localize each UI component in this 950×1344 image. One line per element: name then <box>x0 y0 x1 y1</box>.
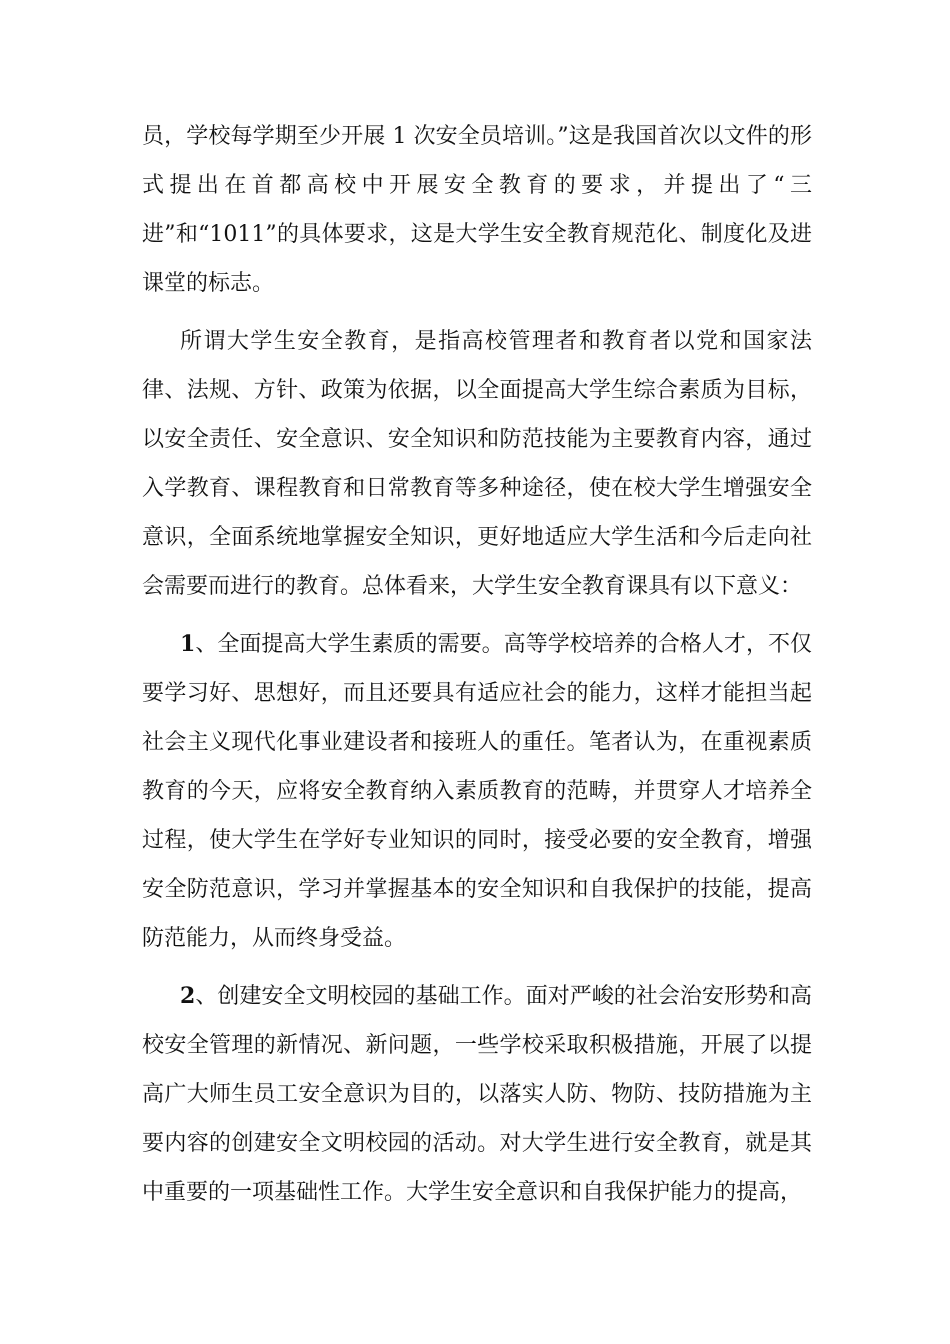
paragraph-point-2 <box>142 972 812 1217</box>
point-text: 、全面提高大学生素质的需要。高等学校培养的合格人才，不仅要学习好、思想好，而且还要具有适应社会的能力，这样才能担当起社会主义现代化事业建设者和接班人的重任。笔者认为，在重视素质教育的今天，应将安全教育纳入素质教育的范畴，并贯穿人才培养全过程，使大学生在学好专业知识的同时，接受必要的安全教育，增强安全防范意识，学习并掌握基本的安全知识和自我保护的技能，提高防范能力，从而终身受益。 <box>142 632 812 951</box>
point-number: 1 <box>180 631 196 657</box>
paragraph-continuation: 员，学校每学期至少开展 1 次安全员培训。”这是我国首次以文件的形式提出在首都高校中开展安全教育的要求，并提出了“三进”和“1011”的具体要求，这是大学生安全教育规范化、制度化及进课堂的标志。 <box>142 124 812 296</box>
document-body <box>142 112 812 1226</box>
paragraph-point-1 <box>142 620 812 963</box>
point-number: 2 <box>180 983 196 1009</box>
paragraph-definition: 所谓大学生安全教育，是指高校管理者和教育者以党和国家法律、法规、方针、政策为依据，以全面提高大学生综合素质为目标，以安全责任、安全意识、安全知识和防范技能为主要教育内容，通过入学教育、课程教育和日常教育等多种途径，使在校大学生增强安全意识，全面系统地掌握安全知识，更好地适应大学生活和今后走向社会需要而进行的教育。总体看来，大学生安全教育课具有以下意义： <box>142 329 812 599</box>
point-text: 、创建安全文明校园的基础工作。面对严峻的社会治安形势和高校安全管理的新情况、新问题，一些学校采取积极措施，开展了以提高广大师生员工安全意识为目的，以落实人防、物防、技防措施为主要内容的创建安全文明校园的活动。对大学生进行安全教育，就是其中重要的一项基础性工作。大学生安全意识和自我保护能力的提高， <box>142 984 812 1205</box>
